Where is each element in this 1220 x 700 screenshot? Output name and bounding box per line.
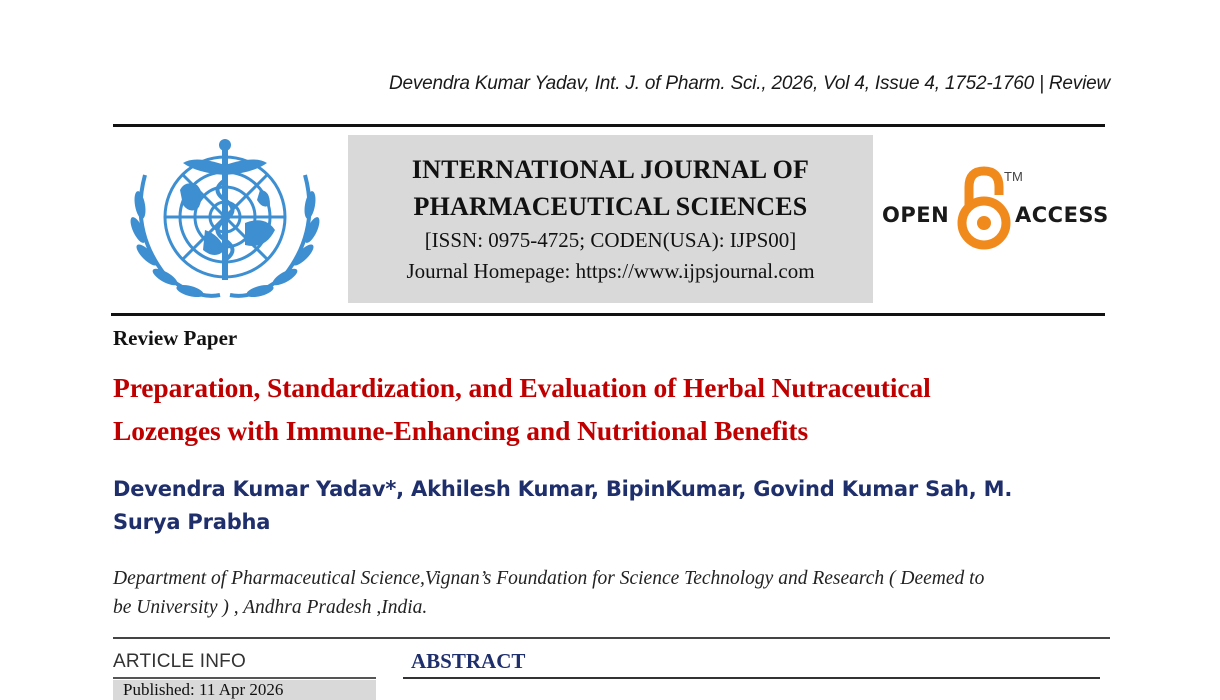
trademark-mark: TM [1004, 169, 1023, 184]
paper-title [113, 366, 1113, 452]
journal-name-line1: INTERNATIONAL JOURNAL OF [411, 155, 810, 184]
journal-name-line2: PHARMACEUTICAL SCIENCES [413, 192, 808, 221]
abstract-rule [403, 677, 1100, 679]
published-date: Published: 11 Apr 2026 [123, 680, 284, 699]
affiliation-line2: be University ) , Andhra Pradesh ,India. [113, 597, 428, 618]
paper-title-line2: Lozenges with Immune-Enhancing and Nutritional Benefits [113, 415, 809, 446]
article-info-rule [113, 677, 376, 679]
paper-title-line1: Preparation, Standardization, and Evaluation of Herbal Nutraceutical [113, 372, 931, 403]
section-divider [113, 637, 1110, 639]
author-list-line1: Devendra Kumar Yadav*, Akhilesh Kumar, BipinKumar, Govind Kumar Sah, M. [113, 477, 1013, 501]
journal-homepage-link[interactable]: Journal Homepage: https://www.ijpsjournal.com [406, 259, 815, 283]
masthead-bottom-rule [111, 313, 1105, 316]
affiliation-line1: Department of Pharmaceutical Science,Vignan’s Foundation for Science Technology and Research ( Deemed to [113, 568, 985, 589]
affiliation [113, 564, 1113, 622]
author-list-line2: Surya Prabha [113, 510, 271, 534]
paper-type-label: Review Paper [113, 326, 238, 350]
masthead-top-rule [113, 124, 1105, 127]
abstract-heading: ABSTRACT [411, 649, 526, 673]
running-head: Devendra Kumar Yadav, Int. J. of Pharm. Sci., 2026, Vol 4, Issue 4, 1752-1760 | Review [388, 73, 1110, 94]
article-info-heading: ARTICLE INFO [113, 651, 246, 672]
open-access-logo [880, 165, 1110, 255]
journal-masthead-box [348, 135, 873, 303]
journal-emblem-icon [125, 135, 325, 307]
published-date-box [113, 680, 376, 700]
journal-issn: [ISSN: 0975-4725; CODEN(USA): IJPS00] [424, 228, 797, 252]
open-access-open-word: OPEN [882, 203, 950, 227]
open-access-access-word: ACCESS [1015, 203, 1109, 227]
author-list [113, 473, 1113, 539]
